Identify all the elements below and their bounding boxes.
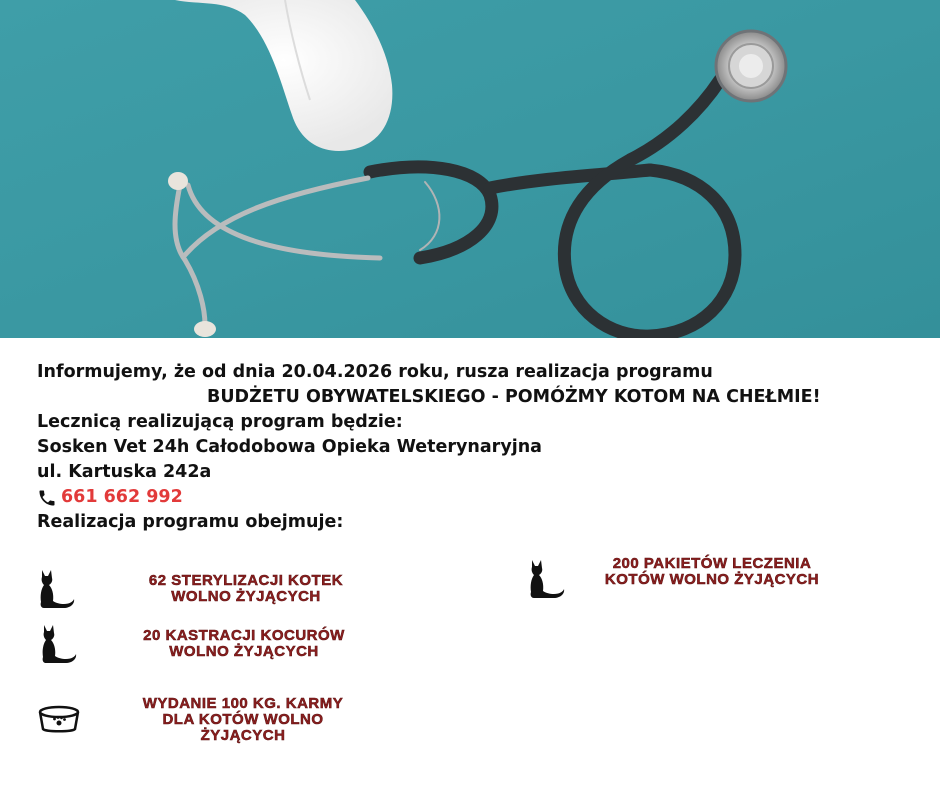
intro-line: Informujemy, że od dnia 20.04.2026 roku, rusza realizacja programu <box>37 362 713 382</box>
phone-line <box>37 485 897 510</box>
cat-icon <box>36 568 76 610</box>
phone-number[interactable]: 661 662 992 <box>61 487 183 507</box>
item-text-line: DLA KOTÓW WOLNO <box>162 711 324 728</box>
clinic-name: Sosken Vet 24h Całodobowa Opieka Weterynaryjna <box>37 437 542 457</box>
item-text-line: 62 STERYLIZACJI KOTEK <box>148 572 344 589</box>
item-text-line: KOTÓW WOLNO ŻYJĄCYCH <box>604 571 820 588</box>
item-text-line: WYDANIE 100 KG. KARMY <box>142 695 344 712</box>
item-text-line: ŻYJĄCYCH <box>200 727 286 744</box>
clinic-address: ul. Kartuska 242a <box>37 462 212 482</box>
cat-icon <box>526 558 566 600</box>
program-title: BUDŻETU OBYWATELSKIEGO - POMÓŻMY KOTOM NA CHEŁMIE! <box>207 387 821 407</box>
item-sterilization <box>36 568 356 610</box>
item-text-line: WOLNO ŻYJĄCYCH <box>169 643 319 660</box>
phone-icon <box>37 488 57 508</box>
item-text-line: 20 KASTRACJI KOCURÓW <box>143 627 345 644</box>
hero-stethoscope-photo <box>0 0 940 338</box>
item-food <box>37 696 353 744</box>
item-text-line: 200 PAKIETÓW LECZENIA <box>612 555 812 572</box>
item-castration <box>38 623 354 665</box>
clinic-label: Lecznicą realizującą program będzie: <box>37 412 403 432</box>
scope-label: Realizacja programu obejmuje: <box>37 512 344 532</box>
pet-bowl-icon <box>37 705 81 735</box>
cat-icon <box>38 623 78 665</box>
item-text-line: WOLNO ŻYJĄCYCH <box>171 588 321 605</box>
intro-block <box>37 360 897 535</box>
item-treatment-packages <box>526 555 832 600</box>
